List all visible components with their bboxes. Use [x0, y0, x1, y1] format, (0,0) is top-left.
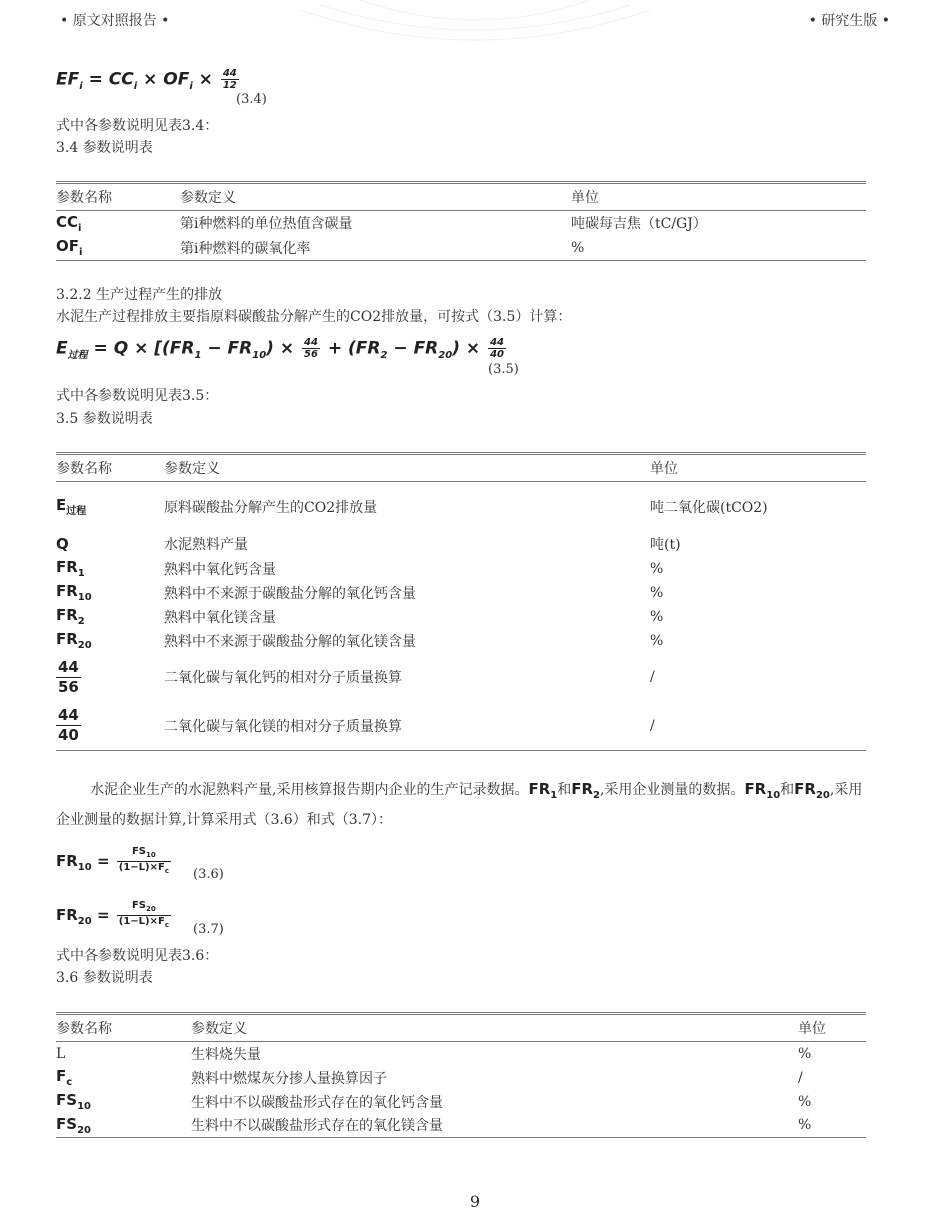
table-row: $F_c$ 熟料中燃煤灰分掺人量换算因子 /	[56, 1067, 803, 1088]
column-header: 参数定义	[164, 454, 650, 482]
column-header: 参数定义	[191, 1014, 798, 1042]
table-note: 式中各参数说明见表3.5：	[56, 388, 219, 404]
page-number: 9	[469, 1192, 481, 1211]
column-header: 参数名称	[56, 454, 164, 482]
table-row: $E_{过程}$ 原料碳酸盐分解产生的CO2排放量 吨二氧化碳(tCO2)	[56, 496, 768, 518]
formula-number: (3.4)	[236, 92, 267, 107]
table-row: $\frac{44}{56}$ 二氧化碳与氧化钙的相对分子质量换算 /	[58, 657, 655, 696]
table-caption: 3.5 参数说明表	[56, 411, 153, 427]
table-row: $FR_{20}$ 熟料中不来源于碳酸盐分解的氧化镁含量 %	[56, 630, 664, 651]
formula-3-4: $EF_i = CC_i \times OF_i$ × $\frac{44}{12}$	[56, 68, 237, 92]
formula-number: (3.5)	[488, 362, 519, 377]
table-row: $FR_{10}$ 熟料中不来源于碳酸盐分解的氧化钙含量 %	[56, 582, 664, 603]
formula-3-5: $E_{过程} = Q \times [(FR_1 - FR_{10})$ × $\frac{44}{56}$ + $(FR_2 - FR_{20})$ × $\frac{44}{40}$	[56, 337, 504, 361]
table-note: 式中各参数说明见表3.4：	[56, 118, 219, 134]
column-header: 单位	[571, 183, 866, 211]
formula-3-7: $FR_{20}$ = $\frac{FS_{20}}{(1-L)\times F_c}$	[56, 900, 169, 929]
column-header: 参数定义	[180, 183, 571, 211]
section-intro: 水泥生产过程排放主要指原料碳酸盐分解产生的CO2排放量，可按式（3.5）计算：	[56, 309, 572, 325]
table-row: $OF_i$ 第i种燃料的碳氧化率 %	[56, 236, 866, 261]
table-caption: 3.4 参数说明表	[56, 140, 153, 156]
table-row: $FR_1$ 熟料中氧化钙含量 %	[56, 558, 664, 579]
column-header: 参数名称	[56, 183, 180, 211]
fraction: $\frac{44}{40}$	[58, 706, 79, 745]
header-ornament	[300, 0, 650, 60]
fraction: $\frac{FS_{20}}{(1-L)\times F_c}$	[118, 900, 169, 929]
parameter-table-3-6	[56, 1012, 866, 1138]
header-right: • 研究生版 •	[808, 13, 890, 29]
formula-number: (3.6)	[193, 867, 224, 882]
table-caption: 3.6 参数说明表	[56, 970, 153, 986]
formula-number: (3.7)	[193, 922, 224, 937]
table-note: 式中各参数说明见表3.6：	[56, 948, 219, 964]
body-paragraph: 水泥企业生产的水泥熟料产量,采用核算报告期内企业的生产记录数据。$FR_1$和$FR_2$,采用企业测量的数据。$FR_{10}$和$FR_{20}$,采用企业测量的数据计算,计算采用式（3.6）和式（3.7）：	[56, 780, 863, 828]
fraction: $\frac{44}{56}$	[58, 657, 79, 696]
table-row: $\frac{44}{40}$ 二氧化碳与氧化镁的相对分子质量换算 /	[56, 702, 866, 751]
table-row: $CC_i$ 第i种燃料的单位热值含碳量 吨碳每吉焦（tC/GJ）	[56, 212, 707, 234]
section-heading: 3.2.2 生产过程产生的排放	[56, 287, 223, 303]
table-row: $FS_{10}$ 生料中不以碳酸盐形式存在的氧化钙含量 %	[56, 1091, 812, 1112]
header-left: • 原文对照报告 •	[60, 13, 170, 29]
fraction: $\frac{44}{56}$	[304, 337, 318, 360]
table-row: $FR_2$ 熟料中氧化镁含量 %	[56, 606, 664, 627]
table-row: $FS_{20}$ 生料中不以碳酸盐形式存在的氧化镁含量 %	[56, 1114, 866, 1138]
parameter-table-3-4	[56, 181, 866, 261]
table-row: Q 水泥熟料产量 吨(t)	[56, 535, 681, 553]
fraction: $\frac{44}{40}$	[490, 337, 504, 360]
formula-3-6: $FR_{10}$ = $\frac{FS_{10}}{(1-L)\times F_c}$	[56, 846, 169, 875]
fraction: $\frac{44}{12}$	[222, 68, 237, 91]
column-header: 单位	[650, 454, 866, 482]
column-header: 参数名称	[56, 1014, 191, 1042]
column-header: 单位	[798, 1014, 866, 1042]
parameter-table-3-5	[56, 452, 866, 751]
table-row: L 生料烧失量 %	[56, 1045, 812, 1063]
fraction: $\frac{FS_{10}}{(1-L)\times F_c}$	[118, 846, 169, 875]
